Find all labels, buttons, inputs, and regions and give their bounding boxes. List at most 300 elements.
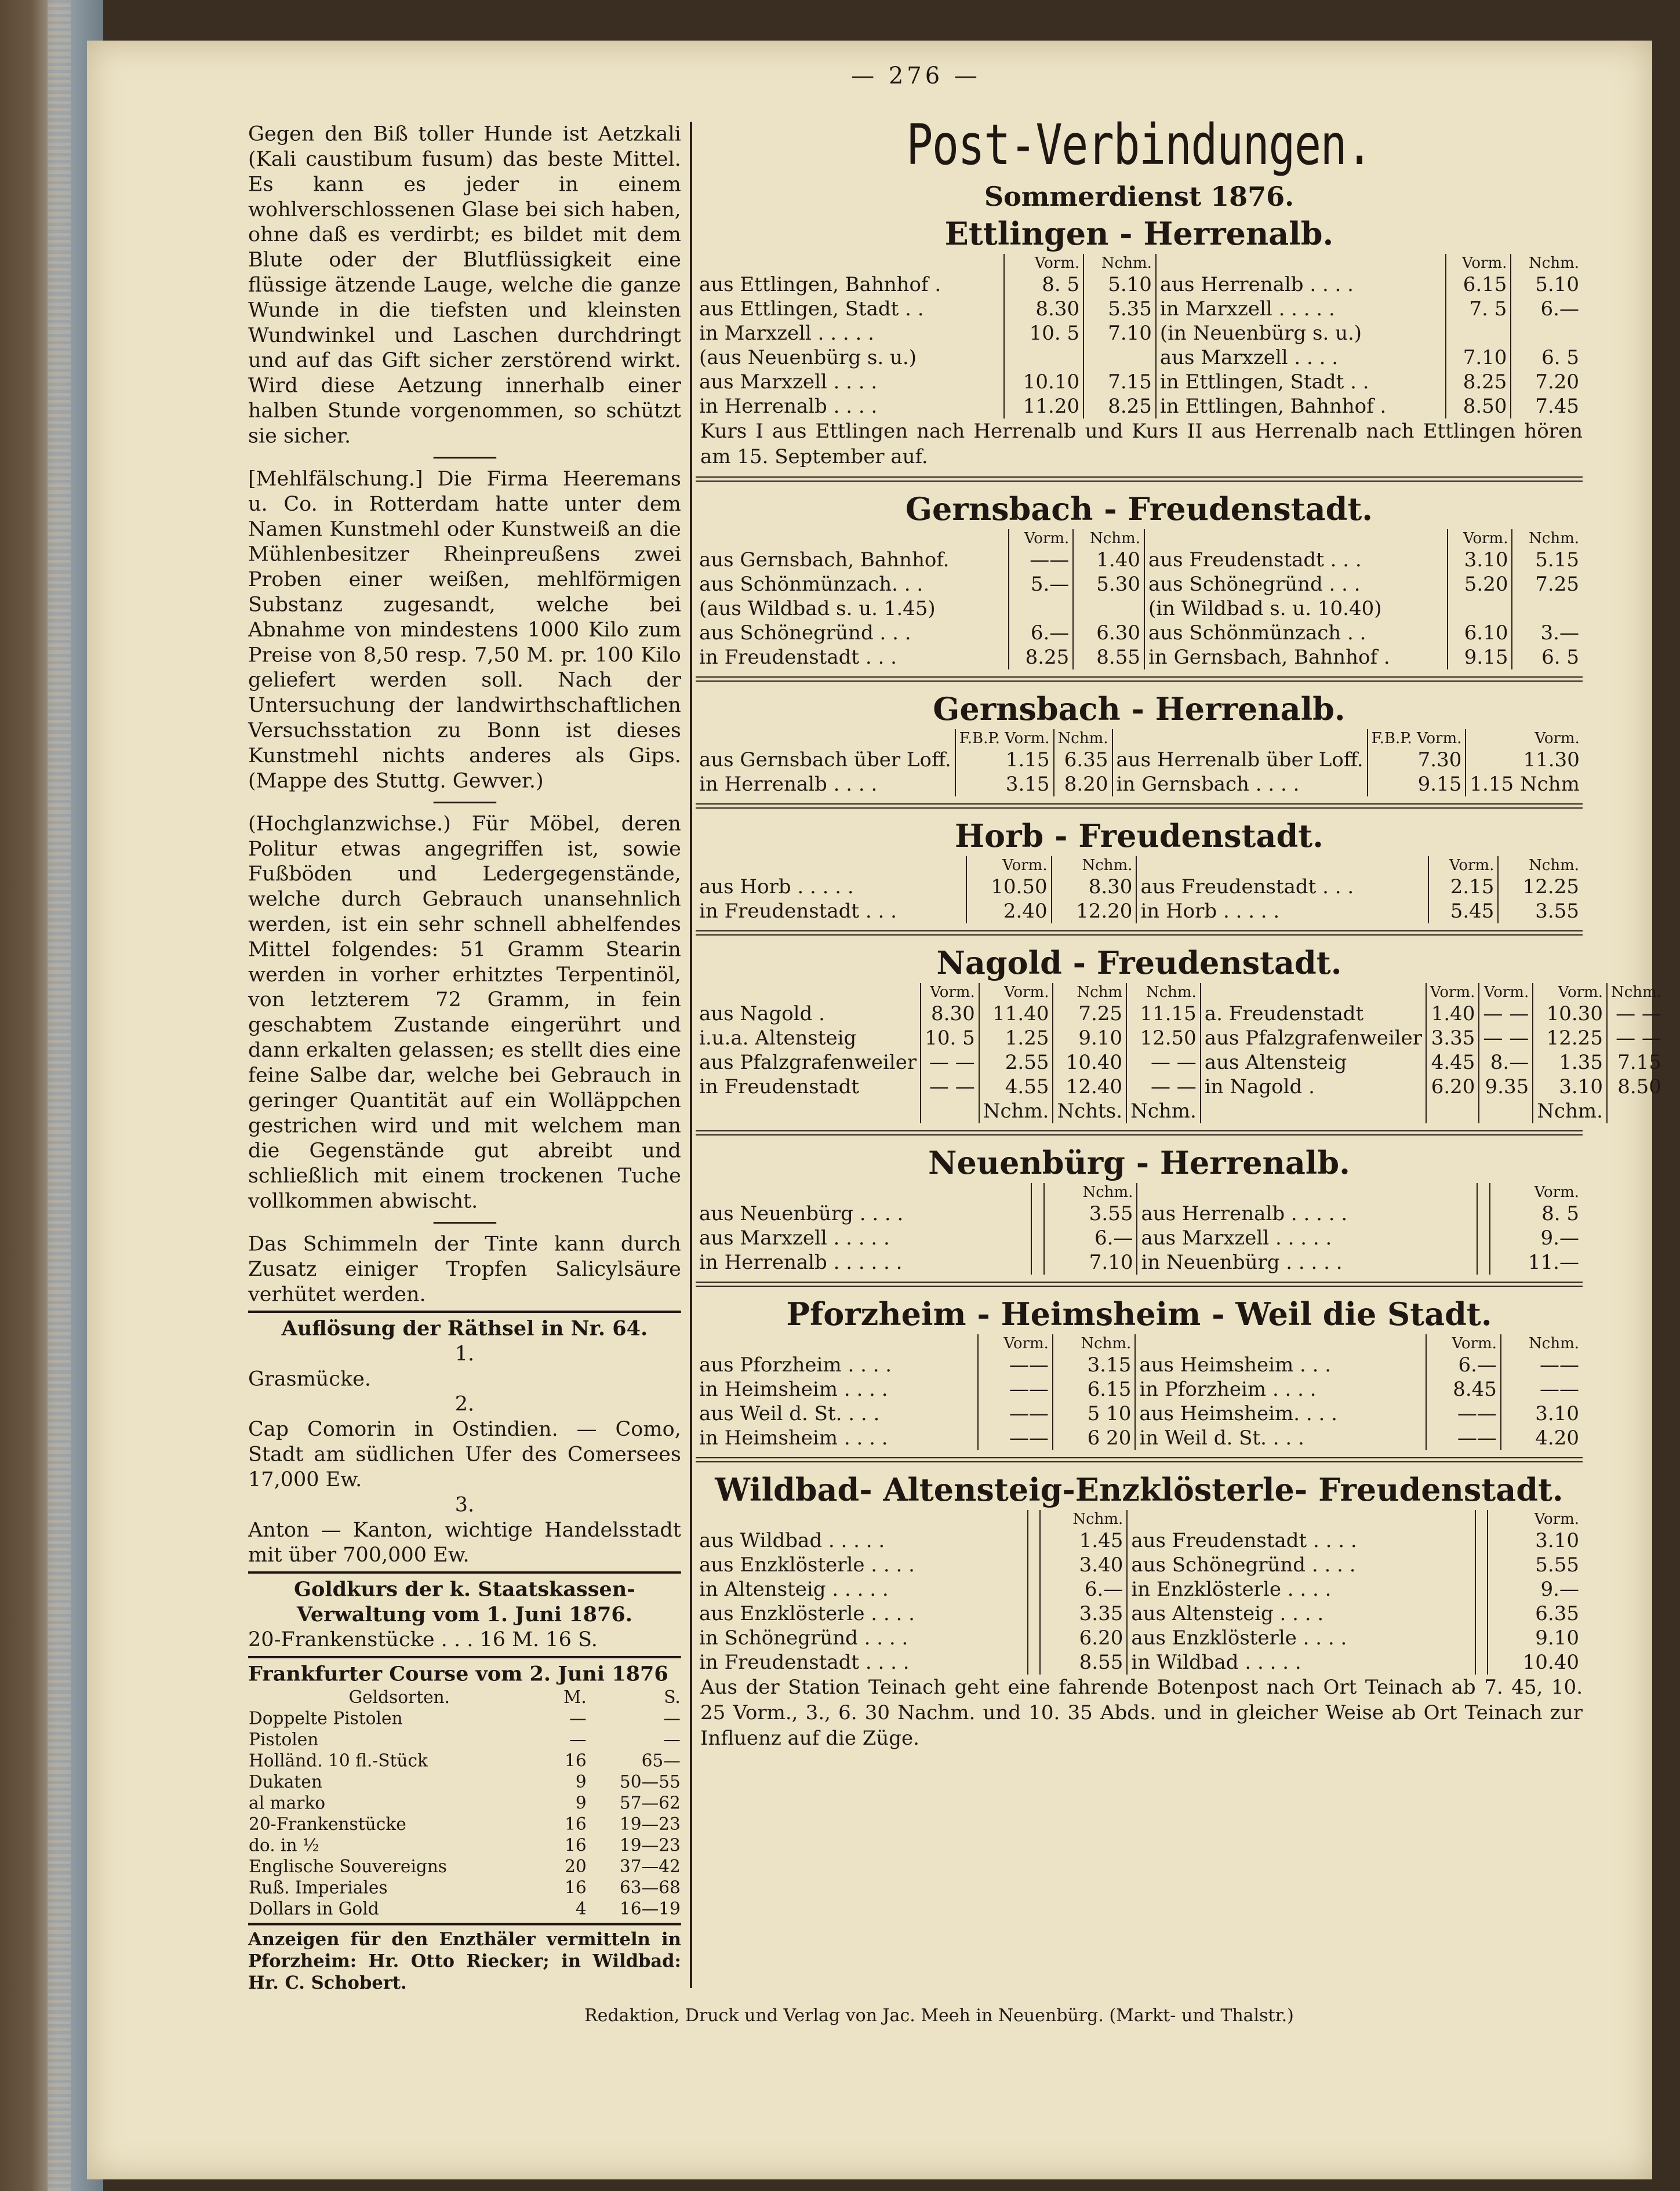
column-divider <box>690 122 692 1988</box>
table-cell: Nchm. <box>979 1099 1053 1123</box>
table-cell: 10.50 <box>966 875 1052 899</box>
table-cell: —— <box>1501 1353 1583 1377</box>
ads-note: Anzeigen für den Enzthäler vermitteln in Pforzheim: Hr. Otto Riecker; in Wildbad: Hr. C. Schobert. <box>248 1929 681 1994</box>
divider <box>696 1130 1583 1135</box>
table-cell: 12.25 <box>1498 875 1583 899</box>
table-cell: 19—23 <box>619 1835 681 1856</box>
table-cell: 20 <box>565 1857 587 1877</box>
table-cell: in Schönegründ . . . . <box>699 1626 908 1650</box>
table-cell: —— <box>978 1426 1053 1450</box>
riddle-line: Grasmücke. <box>248 1367 372 1391</box>
divider <box>696 1282 1583 1287</box>
table-cell: Nchm. <box>1511 254 1583 272</box>
table-cell: — — <box>1607 1026 1665 1050</box>
table-row <box>696 875 1583 899</box>
table-cell: — <box>663 1708 681 1729</box>
table-cell: 8.30 <box>1052 875 1137 899</box>
table-cell <box>696 254 1004 272</box>
article-polish: (Hochglanzwichse.) Für Möbel, deren Politur etwas angegriffen ist, sowie Fußböden und Ledergegenstände, welche durch Gebrauch unansehnlich werden, ist ein sehr schnell abhelfendes Mittel folgendes: 51 Gramm Stearin werden in vorher erhitztes Terpentinöl, von letzterem 72 Gramm, in fein geschabtem Zustande eingerührt und dann erkalten gelassen; es stellt dies eine feine Salbe dar, welche bei Gebrauch in geringer Quantität auf ein Wolläppchen gestrichen wird und mit welchem man die Gegenstände gut abreibt und schließlich mit einem trockenen Tuche vollkommen abwischt. <box>248 811 681 1213</box>
table-cell: aus Freudenstadt . . . . <box>1127 1528 1475 1553</box>
table-cell: 6.30 <box>1073 621 1144 645</box>
table-cell <box>696 856 966 875</box>
routes-container <box>696 213 1661 1751</box>
imprint: Redaktion, Druck und Verlag von Jac. Meeh in Neuenbürg. (Markt- und Thalstr.) <box>584 2006 1294 2026</box>
table-cell: 9.15 <box>1368 772 1466 796</box>
table-cell: 6.35 <box>1488 1602 1583 1626</box>
table-cell: 7.45 <box>1511 394 1583 418</box>
right-column <box>696 110 1661 1751</box>
table-cell: aus Schönegründ . . . . <box>1127 1553 1475 1577</box>
table-cell: 6. 5 <box>1512 645 1583 669</box>
table-cell: Dollars in Gold <box>248 1899 379 1919</box>
table-cell: 11.30 <box>1466 748 1583 772</box>
table-row <box>248 1750 681 1772</box>
table-cell: 16 <box>565 1814 587 1835</box>
table-cell: — — <box>1479 1002 1533 1026</box>
table-cell <box>1512 596 1583 621</box>
table-cell <box>1028 1602 1040 1626</box>
table-header <box>696 1183 1583 1202</box>
table-row <box>248 1835 681 1857</box>
table-cell: — — <box>1607 1002 1665 1026</box>
table-cell: in Heimsheim . . . . <box>699 1426 888 1450</box>
table-cell: 3.10 <box>1488 1528 1583 1553</box>
table-cell: aus Schönmünzach . . <box>1144 621 1448 645</box>
article-ink: Das Schimmeln der Tinte kann durch Zusatz einiger Tropfen Salicylsäure verhütet werden. <box>248 1232 681 1306</box>
table-cell: 7.10 <box>1446 345 1511 370</box>
table-cell: in Altensteig . . . . . <box>699 1578 889 1601</box>
table-cell: —— <box>1426 1426 1501 1450</box>
table-cell <box>1477 1250 1490 1275</box>
table-cell <box>1009 596 1073 621</box>
table-row <box>696 1202 1583 1226</box>
table-cell: aus Enzklösterle . . . . <box>699 1602 915 1625</box>
table-cell: Vorm. <box>1533 983 1607 1002</box>
table-cell: 6.10 <box>1448 621 1512 645</box>
table-cell: aus Marxzell . . . . . <box>1137 1226 1477 1250</box>
table-row <box>696 394 1583 418</box>
table-cell: 6 20 <box>1053 1426 1135 1450</box>
divider <box>248 1656 681 1658</box>
table-row <box>696 1553 1583 1577</box>
table-cell: 8. 5 <box>1004 272 1084 297</box>
table-cell: Nchm. <box>1607 983 1665 1002</box>
table-cell: 5.10 <box>1083 272 1156 297</box>
table-cell: 9.10 <box>1488 1626 1583 1650</box>
table-cell: 5.20 <box>1448 572 1512 596</box>
table-cell: 12.25 <box>1533 1026 1607 1050</box>
table-cell: 1.25 <box>979 1026 1053 1050</box>
table-cell <box>1448 596 1512 621</box>
table-cell: Nchm. <box>1498 856 1583 875</box>
table-cell: 3.10 <box>1533 1075 1607 1099</box>
table-cell: 11.40 <box>979 1002 1053 1026</box>
riddle-line: 1. <box>454 1342 475 1366</box>
table-cell: 7. 5 <box>1446 297 1511 321</box>
table-cell: 6.15 <box>1053 1377 1135 1402</box>
table-cell: 12.40 <box>1053 1075 1126 1099</box>
table-cell: 8.55 <box>1040 1650 1127 1675</box>
table-cell: aus Weil d. St. . . . <box>699 1402 880 1425</box>
table-cell: 1.40 <box>1073 548 1144 572</box>
table-cell <box>696 983 921 1002</box>
table-cell: in Herrenalb . . . . <box>699 773 878 796</box>
table-cell: Vorm. <box>966 856 1052 875</box>
divider <box>433 457 496 458</box>
table-cell: F.B.P. Vorm. <box>1368 729 1466 748</box>
table-cell: 3.55 <box>1044 1202 1137 1226</box>
table-cell: Nchm. <box>1533 1099 1607 1123</box>
table-cell: aus Horb . . . . . <box>699 875 854 898</box>
table-cell <box>1028 1650 1040 1675</box>
table-cell: aus Freudenstadt . . . <box>1136 875 1428 899</box>
table-cell: in Pforzheim . . . . <box>1135 1377 1426 1402</box>
table-cell: 1.35 <box>1533 1050 1607 1075</box>
table-row <box>696 1002 1665 1026</box>
table-cell <box>1475 1553 1488 1577</box>
table-cell: in Gernsbach . . . . <box>1112 772 1368 796</box>
table-cell: 16—19 <box>619 1899 681 1919</box>
route-title: Nagold - Freudenstadt. <box>936 944 1342 981</box>
table-cell: 50—55 <box>619 1772 681 1792</box>
table-cell: Vorm. <box>1490 1183 1583 1202</box>
table-cell: do. in ½ <box>248 1835 319 1856</box>
divider <box>696 1457 1583 1462</box>
table-cell: aus Pfalzgrafenweiler <box>699 1051 917 1074</box>
route-note: Aus der Station Teinach geht eine fahrende Botenpost nach Ort Teinach ab 7. 45, 10. 25 Vorm., 3., 6. 30 Nachm. und 10. 35 Abds. und in gleicher Weise ab Ort Teinach zur Influenz auf die Züge. <box>700 1676 1583 1750</box>
table-cell: in Neuenbürg . . . . . <box>1137 1250 1477 1275</box>
table-cell <box>1477 1183 1490 1202</box>
table-cell: —— <box>978 1353 1053 1377</box>
table-cell: Vorm. <box>1428 856 1499 875</box>
table-cell: — — <box>1126 1050 1201 1075</box>
table-cell: aus Altensteig <box>1201 1050 1426 1075</box>
table-cell: aus Marxzell . . . . <box>1156 345 1446 370</box>
table-cell: 8.30 <box>921 1002 979 1026</box>
table-cell: 4.55 <box>979 1075 1053 1099</box>
table-cell: 65— <box>641 1750 681 1771</box>
gold-title: Goldkurs der k. Staatskassen-Verwaltung vom 1. Juni 1876. <box>294 1577 635 1626</box>
table-cell <box>1477 1226 1490 1250</box>
table-cell: aus Schönegründ . . . <box>1144 572 1448 596</box>
table-cell: 10.40 <box>1488 1650 1583 1675</box>
table-row <box>696 572 1583 596</box>
table-cell: Nchm. <box>1126 1099 1201 1123</box>
table-cell: 4 <box>575 1899 587 1919</box>
table-cell: 3.40 <box>1040 1553 1127 1577</box>
table-cell: 7.15 <box>1607 1050 1665 1075</box>
table-cell: 7.25 <box>1512 572 1583 596</box>
table-cell: Vorm. <box>1448 529 1512 548</box>
table-cell: — <box>569 1708 587 1729</box>
table-cell: 6.15 <box>1446 272 1511 297</box>
table-cell: Nchm. <box>1126 983 1201 1002</box>
table-cell: 57—62 <box>619 1793 681 1814</box>
table-cell: 3.35 <box>1040 1602 1127 1626</box>
table-row <box>696 1075 1665 1099</box>
table-row <box>696 1050 1665 1075</box>
table-cell: 8.45 <box>1426 1377 1501 1402</box>
table-cell: aus Gernsbach, Bahnhof. <box>699 548 950 572</box>
table-cell: 10.30 <box>1533 1002 1607 1026</box>
route-section <box>696 1457 1583 1751</box>
route-section <box>696 930 1661 1123</box>
table-cell: aus Gernsbach über Loff. <box>699 748 951 771</box>
table-cell: 1.15 Nchm <box>1466 772 1583 796</box>
table-cell: 6.— <box>1044 1226 1137 1250</box>
table-cell: 8.20 <box>1054 772 1112 796</box>
binding-edge <box>48 0 71 2191</box>
table-cell: aus Enzklösterle . . . . <box>1127 1626 1475 1650</box>
table-header <box>696 729 1583 748</box>
table-row <box>696 1099 1665 1123</box>
table-cell: Nchts. <box>1053 1099 1126 1123</box>
table-cell: 3.10 <box>1448 548 1512 572</box>
schedule-table <box>696 1183 1583 1275</box>
table-cell: aus Marxzell . . . . <box>699 370 878 394</box>
table-cell: aus Heimsheim . . . <box>1135 1353 1426 1377</box>
table-cell: 8. 5 <box>1490 1202 1583 1226</box>
table-cell: (in Neuenbürg s. u.) <box>1156 321 1446 345</box>
table-cell: in Freudenstadt . . . <box>699 646 897 669</box>
page-subtitle: Sommerdienst 1876. <box>984 181 1294 212</box>
frankfurt-title: Frankfurter Course vom 2. Juni 1876 <box>248 1662 668 1686</box>
table-cell: Vorm. <box>1479 983 1533 1002</box>
table-row <box>696 1626 1583 1650</box>
table-header <box>696 529 1583 548</box>
table-header <box>696 1334 1583 1353</box>
table-cell: i.u.a. Altensteig <box>699 1027 857 1050</box>
table-cell: aus Pfalzgrafenweiler <box>1201 1026 1426 1050</box>
table-cell: al marko <box>248 1793 326 1814</box>
table-cell: 7.10 <box>1044 1250 1137 1275</box>
page-title: Post-Verbindungen. <box>906 112 1372 177</box>
table-cell: 6.20 <box>1040 1626 1127 1650</box>
table-cell: Vorm. <box>1004 254 1084 272</box>
table-cell: aus Herrenalb . . . . <box>1156 272 1446 297</box>
table-cell: Nchm <box>1053 983 1126 1002</box>
route-section <box>696 1282 1583 1450</box>
table-row <box>696 1426 1583 1450</box>
table-cell <box>1135 1334 1426 1353</box>
table-row <box>696 1377 1583 1402</box>
route-title: Gernsbach - Freudenstadt. <box>905 490 1373 527</box>
table-cell: Nchm. <box>1512 529 1583 548</box>
table-cell: in Weil d. St. . . . <box>1135 1426 1426 1450</box>
table-cell: S. <box>664 1687 681 1708</box>
table-cell <box>1112 729 1368 748</box>
table-cell: 12.50 <box>1126 1026 1201 1050</box>
table-cell: 10.10 <box>1004 370 1084 394</box>
table-cell: 8.55 <box>1073 645 1144 669</box>
table-cell: 8.25 <box>1083 394 1156 418</box>
route-section <box>696 476 1583 669</box>
table-cell: Vorm. <box>978 1334 1053 1353</box>
table-row <box>696 1577 1583 1602</box>
table-cell <box>1031 1226 1044 1250</box>
table-cell: aus Ettlingen, Stadt . . <box>699 297 924 321</box>
table-cell <box>1426 1099 1479 1123</box>
table-cell: 20-Frankenstücke <box>248 1814 406 1835</box>
table-cell: Nchm. <box>1073 529 1144 548</box>
table-header <box>248 1687 681 1708</box>
table-row <box>696 1528 1583 1553</box>
table-cell: Pistolen <box>248 1730 319 1750</box>
table-cell: 10.40 <box>1053 1050 1126 1075</box>
table-cell: 10. 5 <box>921 1026 979 1050</box>
table-row <box>248 1814 681 1835</box>
route-title: Gernsbach - Herrenalb. <box>933 690 1346 727</box>
table-cell: in Wildbad . . . . . <box>1127 1650 1475 1675</box>
table-cell: Vorm. <box>1446 254 1511 272</box>
table-cell: Vorm. <box>1488 1510 1583 1528</box>
table-cell: Vorm. <box>1466 729 1583 748</box>
divider <box>696 676 1583 682</box>
route-title: Horb - Freudenstadt. <box>955 817 1323 854</box>
table-row <box>248 1898 681 1920</box>
table-cell: 3.15 <box>955 772 1054 796</box>
table-cell: — — <box>921 1075 979 1099</box>
table-cell: in Ettlingen, Stadt . . <box>1156 370 1446 394</box>
table-cell: 6.20 <box>1426 1075 1479 1099</box>
table-cell: 12.20 <box>1052 899 1137 923</box>
table-cell: Doppelte Pistolen <box>248 1708 403 1729</box>
riddle-line: 3. <box>454 1493 475 1517</box>
table-cell: — <box>569 1730 587 1750</box>
table-cell <box>1475 1602 1488 1626</box>
table-row <box>696 621 1583 645</box>
table-cell: Nchm. <box>1053 1334 1135 1353</box>
table-cell <box>1127 1510 1475 1528</box>
table-cell: 11.20 <box>1004 394 1084 418</box>
table-row <box>248 1771 681 1793</box>
table-cell <box>1475 1510 1488 1528</box>
table-row <box>696 1250 1583 1275</box>
table-header <box>696 254 1583 272</box>
table-cell: aus Neuenbürg . . . . <box>699 1202 904 1225</box>
table-row <box>248 1708 681 1730</box>
table-cell: 8.25 <box>1009 645 1073 669</box>
divider <box>248 1571 681 1574</box>
table-row <box>696 645 1583 669</box>
table-cell <box>1475 1626 1488 1650</box>
table-row <box>696 772 1583 796</box>
table-cell: 63—68 <box>619 1877 681 1898</box>
table-cell: 5.55 <box>1488 1553 1583 1577</box>
table-cell <box>1201 983 1426 1002</box>
table-row <box>696 548 1583 572</box>
table-cell: 9.— <box>1488 1577 1583 1602</box>
table-cell: (aus Wildbad s. u. 1.45) <box>699 597 936 620</box>
table-header <box>696 983 1665 1002</box>
article-dog-bite: Gegen den Biß toller Hunde ist Aetzkali (Kali caustibum fusum) das beste Mittel. Es kann es jeder in einem wohlverschlossenen Glase bei sich haben, ohne daß es verdirbt; es bildet mit dem Blute oder der Blutflüssigkeit eine flüssige ätzende Lauge, welche die ganze Wunde in die tiefsten und kleinsten Wundwinkel und Laschen durchdringt und auf das Gift sicher zerstörend wirkt. Wird diese Aetzung innerhalb einer halben Stunde vorgenommen, so schützt sie sicher. <box>248 122 681 448</box>
table-cell <box>1475 1528 1488 1553</box>
table-cell: 7.25 <box>1053 1002 1126 1026</box>
table-cell: Vorm. <box>921 983 979 1002</box>
schedule-table <box>696 1334 1583 1450</box>
table-cell: in Freudenstadt . . . . <box>699 1651 910 1674</box>
exchange-table <box>248 1687 681 1920</box>
divider <box>433 802 496 803</box>
gold-line: 20-Frankenstücke . . . 16 M. 16 S. <box>248 1628 598 1652</box>
table-cell: 8.25 <box>1446 370 1511 394</box>
table-cell <box>1004 345 1084 370</box>
table-row <box>696 1353 1583 1377</box>
table-cell: in Freudenstadt . . . <box>699 900 897 923</box>
table-cell: 16 <box>565 1835 587 1856</box>
table-cell: — — <box>1479 1026 1533 1050</box>
riddle-line: 2. <box>454 1392 475 1416</box>
table-cell <box>1028 1553 1040 1577</box>
table-cell: in Gernsbach, Bahnhof . <box>1144 645 1448 669</box>
table-cell: aus Herrenalb . . . . . <box>1137 1202 1477 1226</box>
table-cell: 4.45 <box>1426 1050 1479 1075</box>
table-cell: 7.20 <box>1511 370 1583 394</box>
table-row <box>696 1226 1583 1250</box>
table-row <box>696 370 1583 394</box>
table-cell <box>1156 254 1446 272</box>
table-row <box>696 321 1583 345</box>
riddle-title: Auflösung der Räthsel in Nr. 64. <box>281 1316 648 1341</box>
table-cell: Nchm. <box>1083 254 1156 272</box>
divider <box>433 1222 496 1224</box>
table-cell: 1.45 <box>1040 1528 1127 1553</box>
table-cell: 6. 5 <box>1511 345 1583 370</box>
article-flour-fraud: [Mehlfälschung.] Die Firma Heeremans u. Co. in Rotterdam hatte unter dem Namen Kunstmehl oder Kunstweiß an die Mühlenbesitzer Rheinpreußens zwei Proben einer weißen, mehlförmigen Substanz zugesandt, welche bei Abnahme von mindestens 1000 Kilo zum Preise von 8,50 resp. 7,50 M. pr. 100 Kilo geliefert werden soll. Nach der Untersuchung der landwirthschaftlichen Versuchsstation zu Bonn ist dieses Kunstmehl nichts anderes als Gips. (Mappe des Stuttg. Gewver.) <box>248 467 681 793</box>
table-cell: 1.15 <box>955 748 1054 772</box>
table-cell <box>1477 1202 1490 1226</box>
table-cell <box>1073 596 1144 621</box>
table-cell: M. <box>563 1687 587 1708</box>
table-cell: 7.15 <box>1083 370 1156 394</box>
table-cell: 16 <box>565 1750 587 1771</box>
table-cell: in Horb . . . . . <box>1136 899 1428 923</box>
table-row <box>696 297 1583 321</box>
table-cell: aus Altensteig . . . . <box>1127 1602 1475 1626</box>
table-cell: 1.40 <box>1426 1002 1479 1026</box>
table-cell <box>1028 1528 1040 1553</box>
table-cell <box>696 729 955 748</box>
table-cell: in Heimsheim . . . . <box>699 1378 888 1401</box>
table-cell: aus Marxzell . . . . . <box>699 1226 890 1250</box>
table-cell: 9.15 <box>1448 645 1512 669</box>
table-row <box>696 596 1583 621</box>
table-cell <box>1028 1577 1040 1602</box>
table-cell: —— <box>1426 1402 1501 1426</box>
table-cell: —— <box>1009 548 1073 572</box>
table-cell: Ruß. Imperiales <box>248 1877 388 1898</box>
divider <box>248 1923 681 1926</box>
table-cell: Vorm. <box>1426 1334 1501 1353</box>
table-cell: 8.50 <box>1607 1075 1665 1099</box>
table-cell: 8.30 <box>1004 297 1084 321</box>
divider <box>696 930 1583 936</box>
divider <box>696 803 1583 809</box>
table-row <box>248 1793 681 1814</box>
table-cell: (in Wildbad s. u. 10.40) <box>1144 596 1448 621</box>
table-cell <box>1137 1183 1477 1202</box>
route-title: Neuenbürg - Herrenalb. <box>928 1144 1350 1181</box>
table-cell: 8.— <box>1479 1050 1533 1075</box>
table-cell: aus Heimsheim. . . . <box>1135 1402 1426 1426</box>
table-cell: 8.50 <box>1446 394 1511 418</box>
schedule-table <box>696 1510 1583 1675</box>
table-row <box>696 748 1583 772</box>
route-note: Kurs I aus Ettlingen nach Herrenalb und Kurs II aus Herrenalb nach Ettlingen hören am 15. September auf. <box>700 420 1583 468</box>
schedule-table <box>696 529 1583 669</box>
table-cell: Vorm. <box>1009 529 1073 548</box>
table-cell: in Marxzell . . . . . <box>1156 297 1446 321</box>
